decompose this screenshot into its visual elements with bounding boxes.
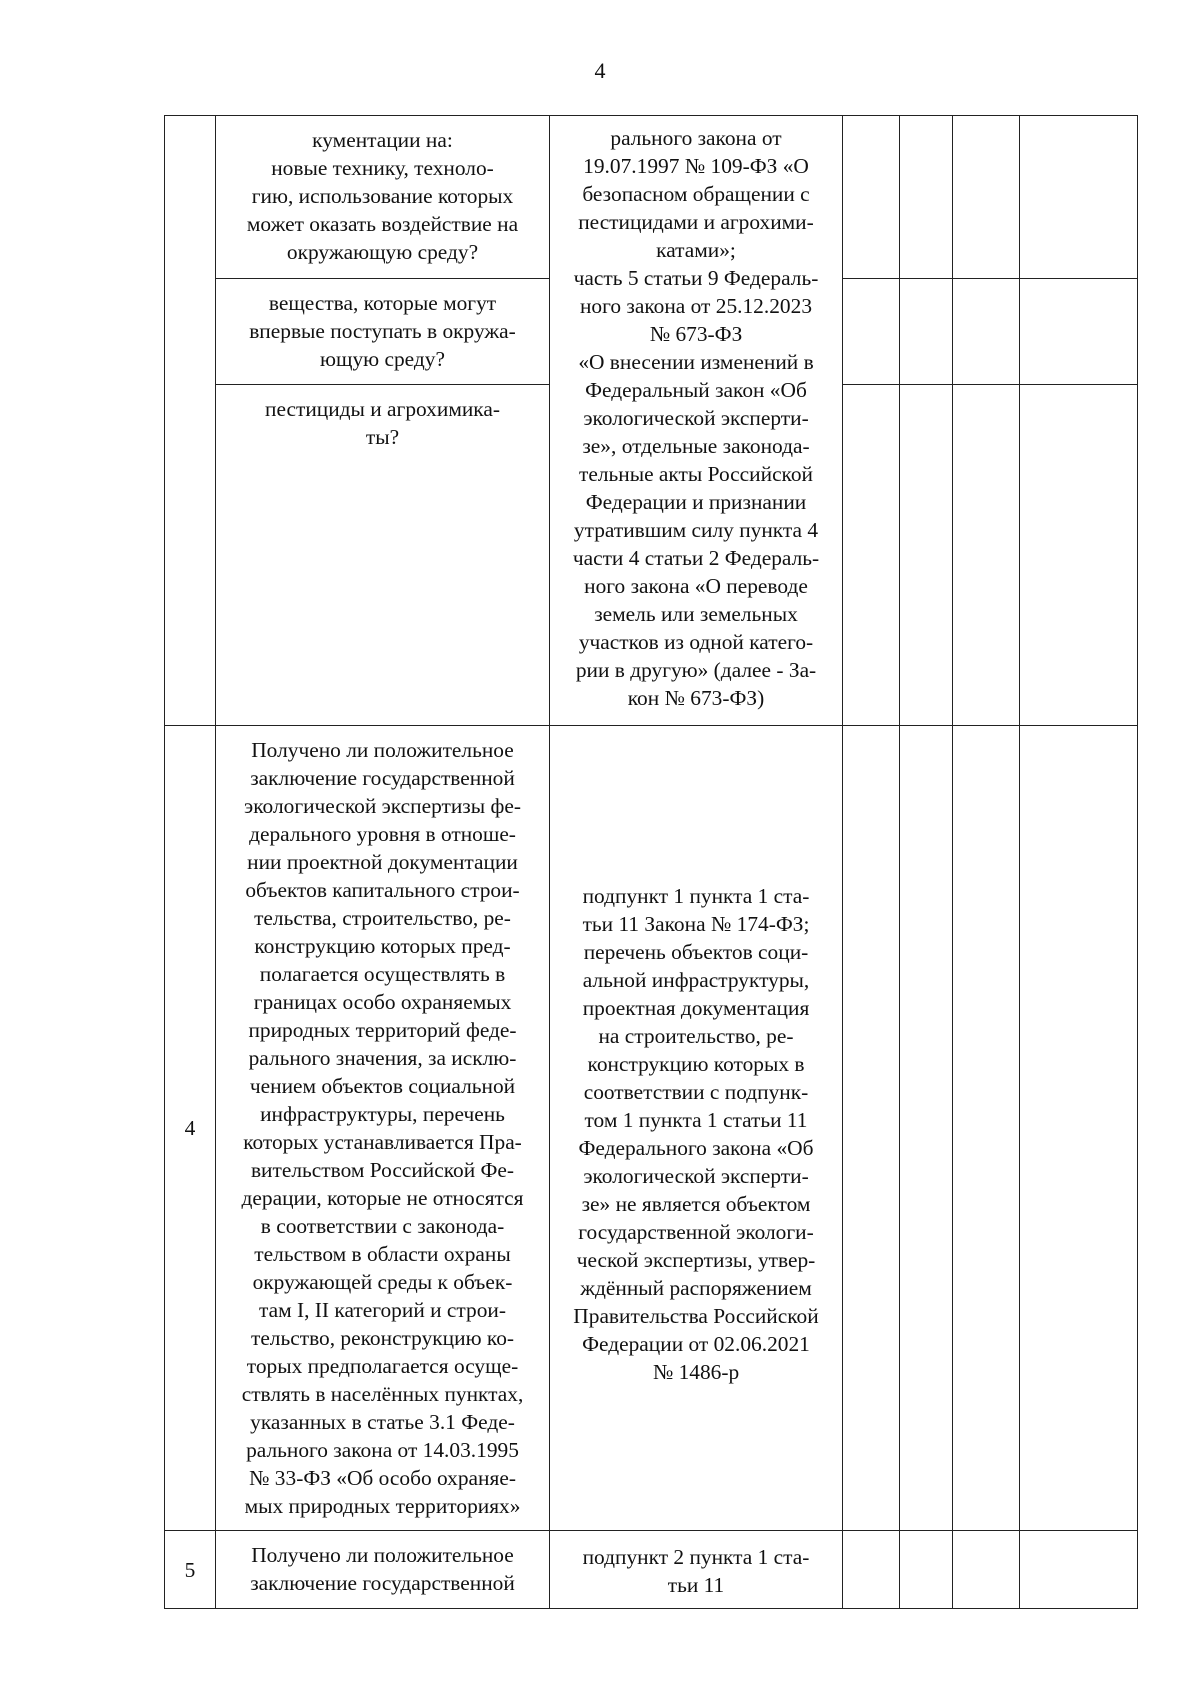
question-cell: [216, 385, 550, 726]
legal-basis-text: рального закона от 19.07.1997 № 109-ФЗ «О безопасном обращении с пестицидами и агрохими- катами»; часть 5 статьи 9 Федераль- ного закона от 25.12.2023 № 673-ФЗ «О внесении изменений в Федеральный закон «Об экологической эксперти- зе», отдельные законода- тельные акты Российской Федерации и признании утратившим силу пункта 4 части 4 статьи 2 Федераль- ного закона «О переводе земель или земельных участков из одной катего- рии в другую» (далее - За- кон № 673-ФЗ): [572, 126, 820, 710]
answer-no-cell[interactable]: [900, 116, 953, 279]
answer-no-cell[interactable]: [900, 279, 953, 385]
answer-yes-cell[interactable]: [843, 1531, 900, 1609]
row-number-cell: 5: [165, 1531, 216, 1609]
legal-basis-text: подпункт 2 пункта 1 ста- тьи 11: [582, 1545, 810, 1597]
answer-yes-cell[interactable]: [843, 279, 900, 385]
answer-na-cell[interactable]: [953, 726, 1020, 1531]
row-number-cell: [165, 116, 216, 726]
note-cell[interactable]: [1020, 116, 1138, 279]
answer-yes-cell[interactable]: [843, 385, 900, 726]
answer-na-cell[interactable]: [953, 279, 1020, 385]
question-text: Получено ли положительное заключение государственной экологической экспертизы фе- дерального уровня в отноше- нии проектной документации объектов капитального строи- тельства, строительство, ре- конструкцию которых пред- полагается осуществлять в границах особо охраняемых природных территорий феде- рального значения, за исклю- чением объектов социальной инфраструктуры, перечень которых устанавливается Пра- вительством Российской Фе- дерации, которые не относятся в соответствии с законода- тельством в области охраны окружающей среды к объек- там I, II категорий и строи- тельство, реконструкцию ко- торых предполагается осуще- ствлять в населённых пунктах, указанных в статье 3.1 Феде- рального закона от 14.03.1995 № 33-ФЗ «Об особо охраняе- мых природных территориях»: [241, 738, 524, 1518]
answer-no-cell[interactable]: [900, 385, 953, 726]
question-text: пестициды и агрохимика- ты?: [265, 397, 500, 449]
question-cell: [216, 279, 550, 385]
answer-na-cell[interactable]: [953, 385, 1020, 726]
checklist-table: [164, 115, 1138, 1609]
note-cell[interactable]: [1020, 385, 1138, 726]
question-cell: [216, 1531, 550, 1609]
question-text: вещества, которые могут впервые поступать в окружа- ющую среду?: [249, 291, 516, 371]
answer-yes-cell[interactable]: [843, 726, 900, 1531]
legal-basis-text: подпункт 1 пункта 1 ста- тьи 11 Закона № 174-ФЗ; перечень объектов соци- альной инфраструктуры, проектная документация на строительство, ре- конструкцию которых в соответствии с подпунк- том 1 пункта 1 статьи 11 Федерального закона «Об экологической эксперти- зе» не является объектом государственной экологи- ческой экспертизы, утвер- ждённый распоряжением Правительства Российской Федерации от 02.06.2021 № 1486-р: [573, 884, 819, 1384]
question-text: кументации на: новые технику, техноло- гию, использование которых может оказать воздействие на окружающую среду?: [246, 128, 519, 264]
question-cell: [216, 726, 550, 1531]
question-text: Получено ли положительное заключение государственной: [250, 1543, 515, 1595]
answer-no-cell[interactable]: [900, 1531, 953, 1609]
table-row: [165, 726, 1138, 1531]
note-cell[interactable]: [1020, 279, 1138, 385]
answer-yes-cell[interactable]: [843, 116, 900, 279]
answer-na-cell[interactable]: [953, 116, 1020, 279]
legal-basis-cell: [550, 116, 843, 726]
question-cell: [216, 116, 550, 279]
table-row: [165, 1531, 1138, 1609]
note-cell[interactable]: [1020, 1531, 1138, 1609]
legal-basis-cell: [550, 726, 843, 1531]
answer-no-cell[interactable]: [900, 726, 953, 1531]
answer-na-cell[interactable]: [953, 1531, 1020, 1609]
legal-basis-cell: [550, 1531, 843, 1609]
table-row: [165, 116, 1138, 279]
note-cell[interactable]: [1020, 726, 1138, 1531]
row-number-cell: 4: [165, 726, 216, 1531]
page-number: 4: [594, 58, 606, 83]
